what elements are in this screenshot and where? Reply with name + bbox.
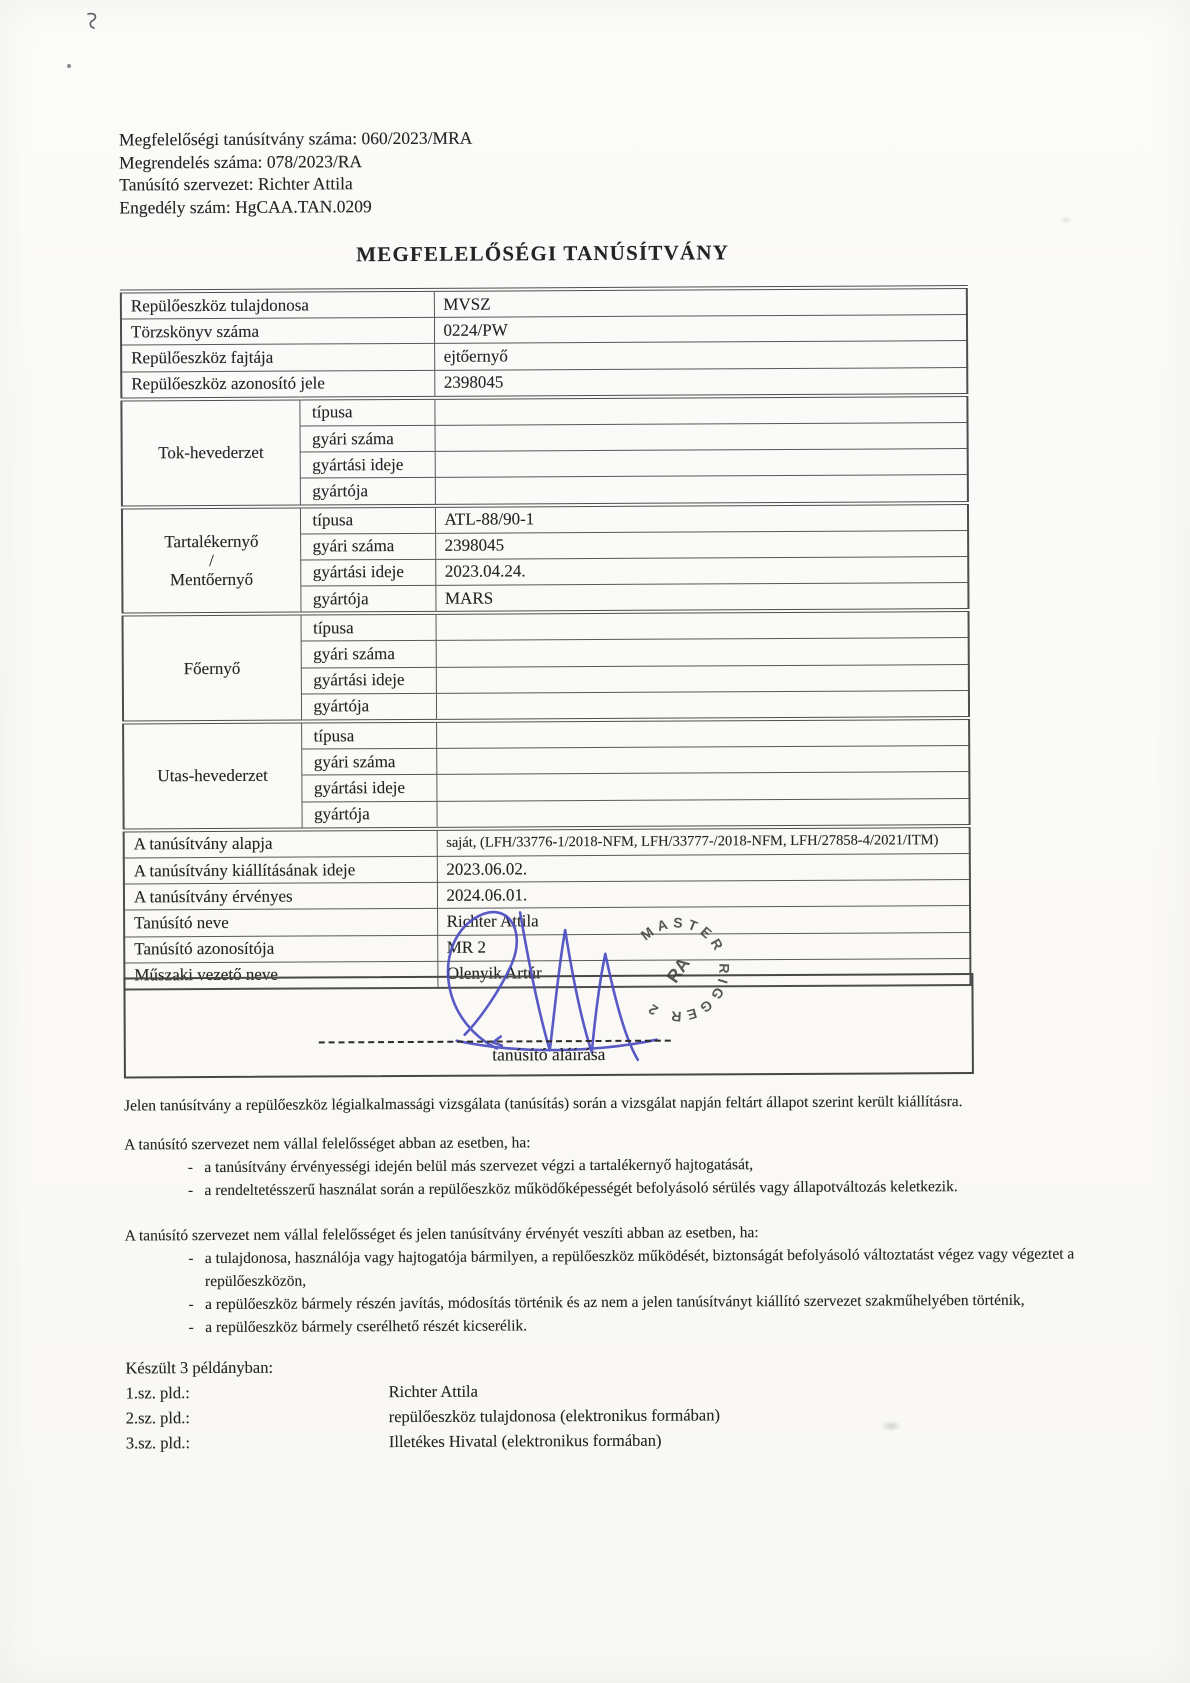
copy-label: 2.sz. pld.: <box>125 1408 190 1428</box>
subrow-value <box>436 610 969 640</box>
subrow-value <box>436 638 969 667</box>
subrow-label: gyári száma <box>300 533 435 560</box>
row-value: saját, (LFH/33776-1/2018-NFM, LFH/33777-/2018-NFM, LFH/27858-4/2021/ITM) <box>437 826 970 856</box>
subrow-label: típusa <box>300 505 435 533</box>
disclaimer2-intro: A tanúsító szervezet nem vállal felelősséget és jelen tanúsítvány érvényét veszíti abban az esetben, ha: <box>124 1224 759 1245</box>
header-block <box>119 127 473 219</box>
subrow-value <box>435 475 968 505</box>
row-label: Tanúsító neve <box>124 909 437 937</box>
copies-section <box>125 1350 1081 1455</box>
row-label: Repülőeszköz azonosító jele <box>121 370 434 399</box>
disclaimer1-intro: A tanúsító szervezet nem vállal felelősséget abban az esetben, ha: <box>124 1134 531 1154</box>
subrow-label: gyártója <box>300 585 435 613</box>
bullet-dash: - <box>187 1159 194 1177</box>
copy-label: 3.sz. pld.: <box>125 1433 191 1453</box>
row-value: 2023.06.02. <box>437 853 970 882</box>
note-paragraph: Jelen tanúsítvány a repülőeszköz légialkalmassági vizsgálata (tanúsítás) során a vizsgálat napján feltárt állapot szerint került kiállításra. <box>124 1093 963 1115</box>
subrow-label: gyártási ideje <box>301 775 436 802</box>
header-line-permit-number: Engedély szám: HgCAA.TAN.0209 <box>119 195 372 217</box>
table-row <box>121 367 967 399</box>
row-label: Műszaki vezető neve <box>124 961 437 989</box>
copy-value: Richter Attila <box>388 1381 478 1402</box>
row-value: Olenyik Artúr <box>437 958 970 987</box>
subrow-value <box>436 718 969 748</box>
header-line-certifier-org: Tanúsító szervezet: Richter Attila <box>119 173 353 195</box>
stamp-center-text: RA <box>662 953 694 987</box>
table-group-row <box>123 610 969 642</box>
row-label: A tanúsítvány alapja <box>124 829 437 858</box>
table-row <box>121 287 967 319</box>
subrow-label: gyártási ideje <box>300 559 435 586</box>
notes-section <box>124 1089 1081 1455</box>
header-line-order-number: Megrendelés száma: 078/2023/RA <box>119 150 363 172</box>
row-label: Tanúsító azonosítója <box>124 935 437 963</box>
list-item: - a repülőeszköz bármely cserélhető részét kicserélik. <box>125 1311 1080 1339</box>
row-value: Richter Attila <box>437 906 970 935</box>
header-line-certificate-number: Megfelelőségi tanúsítvány száma: 060/2023/MRA <box>118 127 473 150</box>
subrow-label: gyári száma <box>301 749 436 776</box>
row-value: MVSZ <box>434 287 967 317</box>
row-label: Törzskönyv száma <box>121 318 434 346</box>
subrow-label: típusa <box>301 721 436 749</box>
disclaimer1-list <box>124 1151 1079 1202</box>
subrow-value <box>434 395 967 425</box>
certificate-table <box>120 285 972 990</box>
table-group-row <box>123 718 969 750</box>
row-label: A tanúsítvány kiállításának ideje <box>124 856 437 884</box>
subrow-label: típusa <box>301 613 436 641</box>
subrow-value <box>436 664 969 693</box>
subrow-label: gyártója <box>300 478 435 506</box>
bullet-dash: - <box>187 1182 194 1200</box>
subrow-value: MARS <box>435 583 968 613</box>
bullet-dash: - <box>188 1250 194 1268</box>
copies-heading: Készült 3 példányban: <box>125 1357 274 1378</box>
subrow-value <box>436 690 969 720</box>
certificate-title: MEGFELELŐSÉGI TANÚSÍTVÁNY <box>356 240 730 267</box>
list-item: - a tulajdonosa, használója vagy hajtogatója bármilyen, a repülőeszköz működését, biztonságát befolyásoló változtatást végez vagy végeztet a repülőeszközön, <box>125 1242 1080 1293</box>
group-label: Tartalékernyő / Mentőernyő <box>122 506 301 615</box>
signature-caption: tanúsító aláírása <box>492 1043 606 1065</box>
subrow-label: gyártója <box>301 801 436 829</box>
row-value: ejtőernyő <box>434 341 967 370</box>
subrow-label: típusa <box>299 398 434 426</box>
row-value: 0224/PW <box>434 315 967 344</box>
row-label: A tanúsítvány érvényes <box>124 882 437 910</box>
list-item: - a tanúsítvány érvényességi idején belül más szervezet végzi a tartalékernyő hajtogatását, <box>124 1151 1079 1179</box>
bullet-dash: - <box>188 1296 194 1314</box>
subrow-label: gyári száma <box>300 425 435 452</box>
subrow-label: gyártási ideje <box>301 667 436 694</box>
group-label: Utas-hevederzet <box>123 722 302 831</box>
subrow-label: gyártási ideje <box>300 451 435 478</box>
list-item: - a rendeltetésszerű használat során a repülőeszköz működőképességét befolyásoló sérülés vagy állapotváltozás keletkezik. <box>124 1174 1079 1202</box>
group-label: Tok-hevederzet <box>121 398 300 507</box>
table-group-row <box>121 395 967 427</box>
subrow-value: 2023.04.24. <box>435 556 968 585</box>
row-value: 2398045 <box>434 367 967 397</box>
row-label: Repülőeszköz fajtája <box>121 344 434 372</box>
table-group-row <box>122 503 968 535</box>
table-row <box>124 826 970 858</box>
subrow-value <box>435 449 968 478</box>
subrow-value: 2398045 <box>435 530 968 559</box>
copies-row <box>126 1425 1081 1455</box>
row-value: MR 2 <box>437 932 970 961</box>
list-item: - a repülőeszköz bármely részén javítás, módosítás történik és az nem a jelen tanúsítványt kiállító szervezet szakműhelyében történik, <box>125 1288 1080 1316</box>
rigger-stamp <box>621 913 734 1026</box>
subrow-value <box>436 746 969 775</box>
copy-value: repülőeszköz tulajdonosa (elektronikus formában) <box>388 1405 721 1427</box>
signature-line <box>319 1040 671 1044</box>
subrow-value <box>435 422 968 451</box>
subrow-value <box>436 772 969 801</box>
copy-value: Illetékes Hivatal (elektronikus formában) <box>388 1430 662 1452</box>
subrow-value: ATL-88/90-1 <box>435 503 968 533</box>
row-value: 2024.06.01. <box>437 880 970 909</box>
stamp-ring-text: MASTER RIGGER 2 <box>637 914 733 1025</box>
subrow-label: gyártója <box>301 693 436 721</box>
group-label: Főernyő <box>123 614 302 723</box>
subrow-label: gyári száma <box>301 641 436 668</box>
copy-label: 1.sz. pld.: <box>125 1383 190 1403</box>
disclaimer2-list <box>125 1242 1080 1339</box>
bullet-dash: - <box>188 1319 194 1337</box>
row-label: Repülőeszköz tulajdonosa <box>121 290 434 319</box>
subrow-value <box>436 798 969 828</box>
